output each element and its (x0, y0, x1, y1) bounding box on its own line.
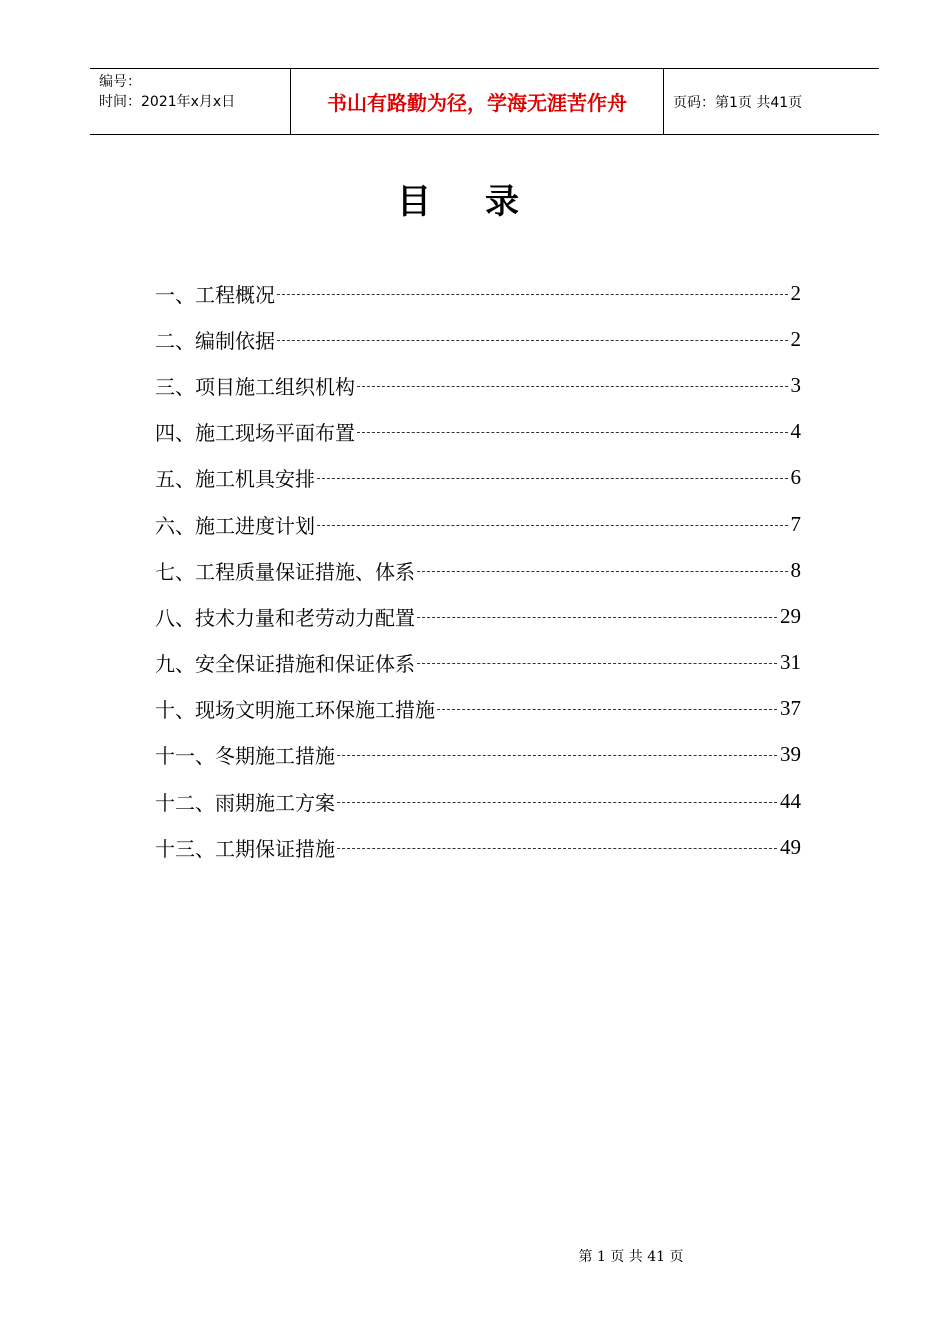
toc-entry-label: 一、工程概况 (155, 282, 275, 307)
document-time-label: 时间：2021年x月x日 (99, 94, 236, 110)
toc-entry[interactable] (155, 455, 801, 501)
toc-entry[interactable] (155, 409, 801, 455)
toc-dot-leader (277, 294, 788, 295)
toc-entry-label: 七、工程质量保证措施、体系 (155, 559, 415, 584)
toc-dot-leader (357, 432, 788, 433)
toc-entry-page: 39 (780, 742, 801, 767)
toc-entry-page: 2 (790, 280, 801, 305)
header-page-cell (664, 69, 879, 134)
header-meta-cell (90, 69, 291, 134)
header-page-label: 页码：第1页 共41页 (673, 94, 803, 111)
toc-dot-leader (277, 340, 788, 341)
toc-dot-leader (417, 617, 777, 618)
toc-entry-label: 九、安全保证措施和保证体系 (155, 652, 415, 677)
toc-entry-page: 2 (790, 326, 801, 351)
toc-entry-page: 37 (780, 696, 801, 721)
toc-entry[interactable] (155, 362, 801, 408)
toc-entry[interactable] (155, 547, 801, 593)
toc-entry-page: 31 (780, 650, 801, 675)
toc-title: 目录 (397, 182, 573, 222)
toc-dot-leader (357, 386, 788, 387)
page-footer: 第 1 页 共 41 页 (578, 1249, 684, 1265)
toc-entry-label: 十、现场文明施工环保施工措施 (155, 698, 435, 723)
toc-entry-label: 六、施工进度计划 (155, 513, 315, 538)
toc-dot-leader (417, 663, 777, 664)
toc-entry-label: 十二、雨期施工方案 (155, 790, 335, 815)
toc-dot-leader (437, 709, 777, 710)
toc-entry-label: 四、施工现场平面布置 (155, 421, 355, 446)
toc-entry-page: 7 (790, 511, 801, 536)
toc-entry[interactable] (155, 593, 801, 639)
toc-entry-page: 44 (780, 788, 801, 813)
toc-entry-page: 29 (780, 603, 801, 628)
toc-entry[interactable] (155, 270, 801, 316)
toc-entry-label: 五、施工机具安排 (155, 467, 315, 492)
toc-dot-leader (317, 525, 788, 526)
toc-entry[interactable] (155, 316, 801, 362)
header-motto-cell (291, 69, 664, 134)
toc-entry-label: 二、编制依据 (155, 328, 275, 353)
toc-entry-page: 8 (790, 557, 801, 582)
page-header (90, 68, 879, 135)
toc-entry[interactable] (155, 640, 801, 686)
toc-entry-label: 八、技术力量和老劳动力配置 (155, 605, 415, 630)
header-motto: 书山有路勤为径，学海无涯苦作舟 (327, 91, 627, 115)
toc-dot-leader (317, 478, 788, 479)
toc-entry[interactable] (155, 686, 801, 732)
document-number-label: 编号： (99, 74, 141, 90)
toc-entry-label: 十一、冬期施工措施 (155, 744, 335, 769)
toc-entry[interactable] (155, 824, 801, 870)
toc-entry-page: 4 (790, 419, 801, 444)
toc-entry-page: 3 (790, 372, 801, 397)
toc-dot-leader (337, 848, 777, 849)
toc-entry-page: 6 (790, 465, 801, 490)
toc-dot-leader (337, 802, 777, 803)
toc-entry[interactable] (155, 732, 801, 778)
table-of-contents (155, 270, 801, 870)
toc-dot-leader (337, 755, 777, 756)
toc-entry-page: 49 (780, 834, 801, 859)
toc-entry[interactable] (155, 501, 801, 547)
toc-dot-leader (417, 571, 788, 572)
toc-entry-label: 三、项目施工组织机构 (155, 374, 355, 399)
toc-entry[interactable] (155, 778, 801, 824)
toc-entry-label: 十三、工期保证措施 (155, 836, 335, 861)
